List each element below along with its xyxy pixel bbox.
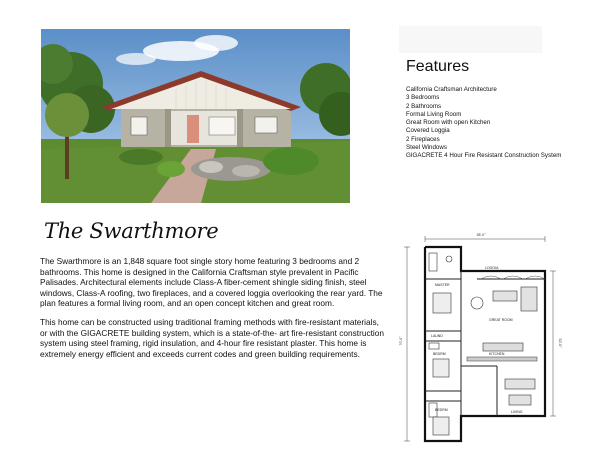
- floor-plan: [397, 231, 562, 453]
- room-label: MASTER: [435, 283, 450, 287]
- description-paragraph: The Swarthmore is an 1,848 square foot single story home featuring 3 bedrooms and 2 bathrooms. This home is designed in the California Craftsman style prevalent in Pacific Palisades. Architectural elements include Class-A fiber-cement shingle siding finish, steel windows, Class-A roofing, two fireplaces, and a covered loggia overlooking the rear yard. The plan features a formal living room, and an open concept kitchen and great room.: [40, 256, 383, 309]
- feature-item: Steel Windows: [406, 144, 447, 152]
- room-label: GREAT ROOM: [489, 318, 513, 322]
- room-label: KITCHEN: [489, 352, 505, 356]
- features-backdrop: [399, 26, 542, 53]
- features-section: [406, 58, 591, 161]
- house-rendering-graphic: [41, 29, 350, 203]
- dimension-left: 70'-0": [399, 336, 403, 346]
- feature-item: California Craftsman Architecture: [406, 86, 497, 93]
- floor-plan-drawing: [397, 231, 562, 453]
- room-label: BEDRM: [435, 408, 448, 412]
- room-label: LIVING: [511, 410, 523, 414]
- feature-item: 2 Bathrooms: [406, 102, 442, 110]
- house-rendering: [41, 29, 350, 203]
- dimension-top: 38'-0": [476, 233, 486, 237]
- dimension-right: 52'-0": [558, 338, 562, 348]
- description: [40, 256, 388, 367]
- description-paragraph: This home can be constructed using traditional framing methods with fire-resistant materials, or with the GIGACRETE building system, which is a state-of-the- art fire-resistant construction system using steel framing, rigid insulation, and 4-hour fire resistant plaster. This home is extremely energy efficient and exceeds current codes and green building requirements.: [40, 316, 384, 359]
- room-label: LOGGIA: [485, 266, 499, 270]
- room-label: LAUND: [431, 334, 443, 338]
- features-heading: Features: [406, 58, 470, 75]
- feature-item: GIGACRETE 4 Hour Fire Resistant Construction System: [406, 152, 562, 160]
- feature-item: Covered Loggia: [406, 127, 450, 135]
- feature-item: Formal Living Room: [406, 110, 462, 118]
- feature-item: Great Room with open Kitchen: [406, 119, 491, 127]
- features-list: [406, 86, 591, 161]
- page-title: The Swarthmore: [44, 219, 219, 243]
- room-label: BEDRM: [433, 352, 446, 356]
- feature-item: 2 Fireplaces: [406, 135, 440, 143]
- feature-item: 3 Bedrooms: [406, 94, 440, 102]
